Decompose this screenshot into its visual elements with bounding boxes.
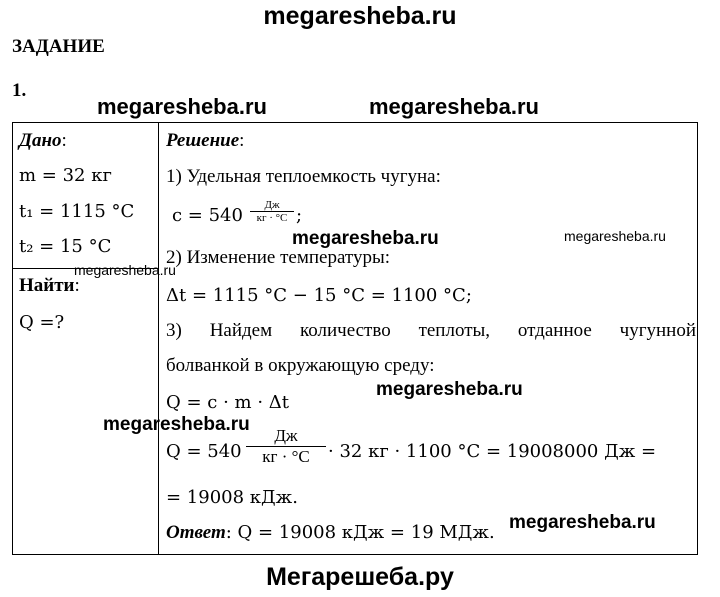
c-prefix: c = 540 — [172, 205, 243, 226]
watermark-mid-2: megaresheba.ru — [376, 379, 523, 400]
site-watermark-bottom: Мегарешеба.ру — [266, 563, 454, 591]
task-label: ЗАДАНИЕ — [12, 36, 105, 57]
watermark-line-left: megaresheba.ru — [97, 94, 267, 119]
c-unit-denominator: кг · °C — [250, 211, 294, 224]
c-unit-numerator: Дж — [264, 199, 280, 211]
solution-step3-line1: 3) Найдем количество теплоты, отданное чугунной — [166, 320, 696, 341]
q-prefix: Q = 540 — [166, 441, 242, 462]
solution-heading: Решение: — [166, 130, 245, 151]
solution-step2: 2) Изменение температуры: — [166, 247, 391, 268]
c-suffix: ; — [296, 205, 303, 226]
find-heading: Найти: — [19, 275, 80, 296]
watermark-mid-4: megaresheba.ru — [509, 512, 656, 533]
q-unit-fraction — [246, 426, 326, 467]
q-unit-denominator: кг · °C — [246, 446, 326, 467]
q-result: = 19008 кДж. — [166, 487, 298, 508]
answer-line: Ответ: Q = 19008 кДж = 19 МДж. — [166, 522, 495, 543]
given-t2: t₂ = 15 °C — [19, 236, 112, 257]
given-t1: t₁ = 1115 °C — [19, 201, 135, 222]
find-line: Q =? — [19, 312, 65, 333]
task-number: 1. — [12, 80, 27, 101]
site-watermark-top: megaresheba.ru — [263, 2, 457, 30]
watermark-line-right: megaresheba.ru — [369, 94, 539, 119]
given-heading: Дано: — [19, 130, 67, 151]
q-suffix: · 32 кг · 1100 °C = 19008000 Дж = — [328, 441, 657, 462]
solution-step3-line2: болванкой в окружающую среду: — [166, 355, 435, 376]
given-mass: m = 32 кг — [19, 165, 112, 186]
heat-formula: Q = c · m · Δt — [166, 392, 289, 413]
solution-step1: 1) Удельная теплоемкость чугуна: — [166, 166, 441, 187]
q-unit-numerator: Дж — [274, 426, 298, 445]
watermark-mid-1: megaresheba.ru — [292, 228, 439, 249]
delta-t-line: Δt = 1115 °C − 15 °C = 1100 °C; — [166, 285, 472, 306]
watermark-small-left: megaresheba.ru — [74, 262, 176, 278]
watermark-small-right: megaresheba.ru — [564, 228, 666, 244]
watermark-mid-3: megaresheba.ru — [103, 414, 250, 435]
table-divider-vertical — [158, 122, 159, 555]
c-unit-fraction — [250, 199, 294, 224]
